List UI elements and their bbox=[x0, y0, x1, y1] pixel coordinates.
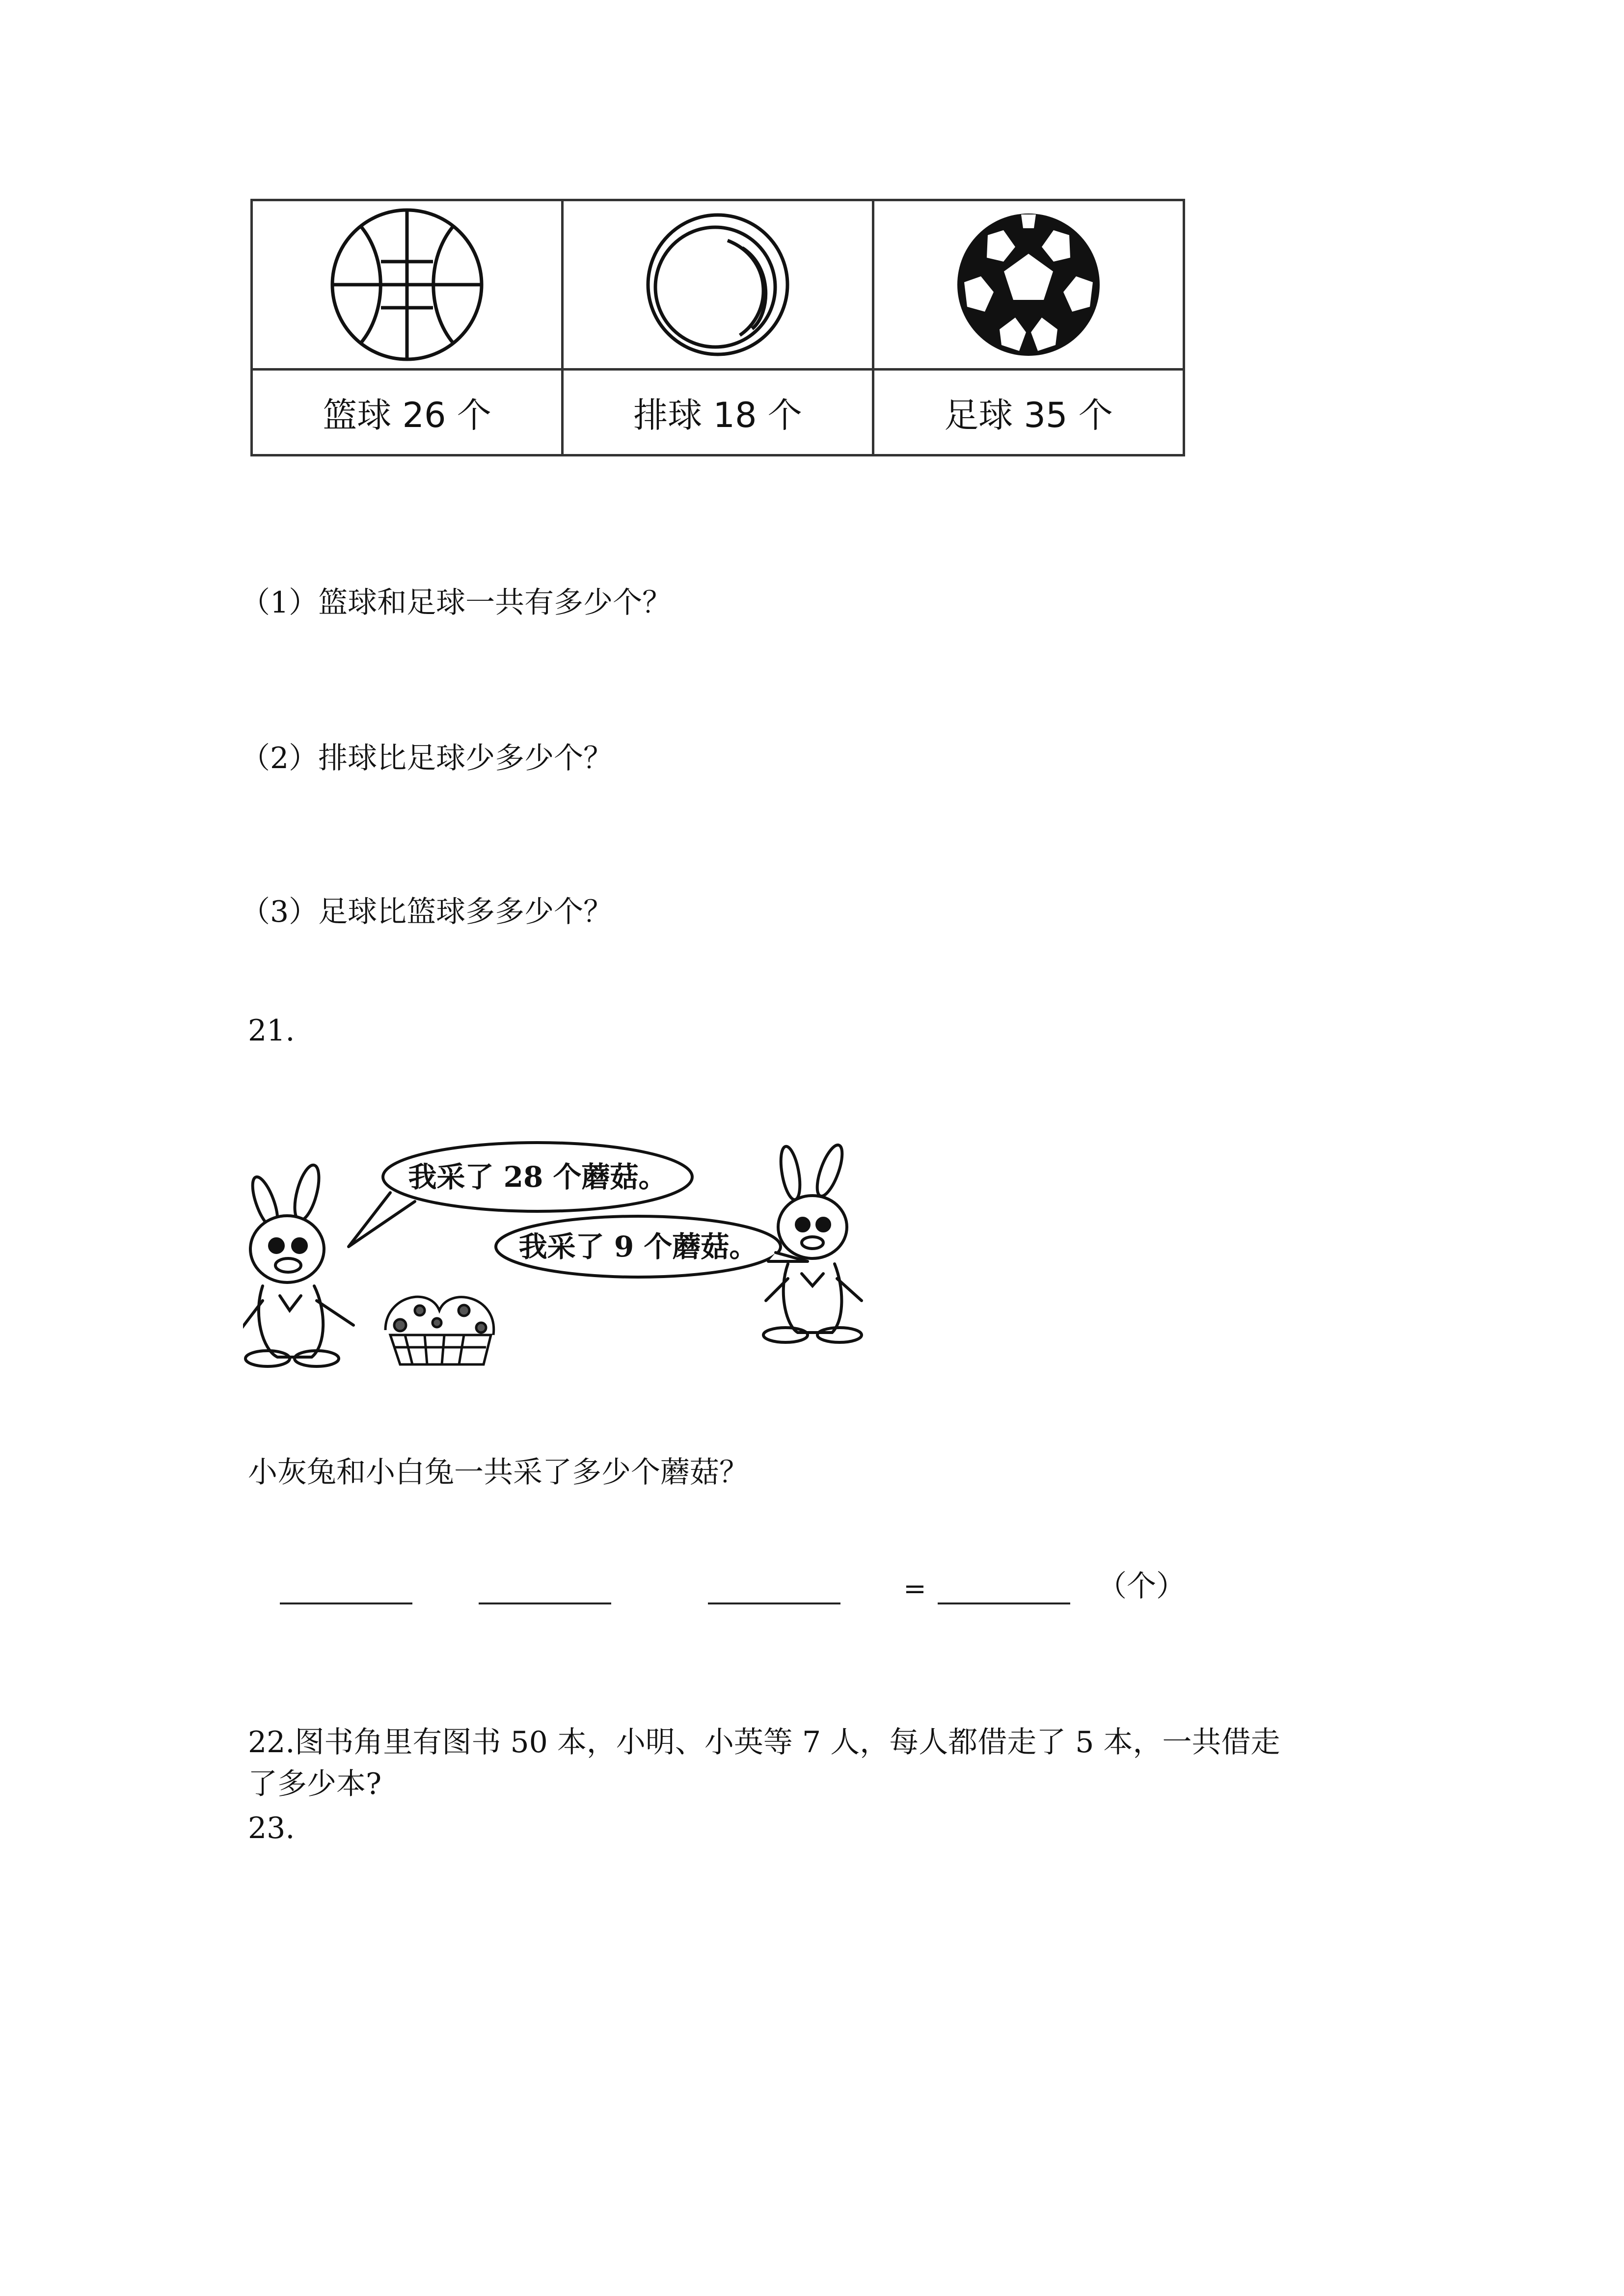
q22-line1: 22.图书角里有图书 50 本，小明、小英等 7 人，每人都借走了 5 本，一共借走 bbox=[248, 1725, 1280, 1760]
rabbits-illustration bbox=[243, 1139, 871, 1369]
q20-sub2: （2）排球比足球少多少个？ bbox=[241, 741, 613, 775]
volleyball-label: 排球 18 个 bbox=[563, 370, 873, 455]
soccer-ball-label: 足球 35 个 bbox=[873, 370, 1184, 455]
basketball-cell bbox=[252, 200, 563, 370]
speech-bubble-2: 我采了 9 个蘑菇。 bbox=[518, 1230, 758, 1263]
answer-blank-2[interactable] bbox=[479, 1602, 611, 1604]
basketball-label: 篮球 26 个 bbox=[252, 370, 563, 455]
speech-bubble-1: 我采了 28 个蘑菇。 bbox=[408, 1160, 667, 1194]
unit-label: （个） bbox=[1097, 1569, 1186, 1603]
ball-labels-row bbox=[252, 370, 1184, 455]
q22-line2: 了多少本? bbox=[248, 1767, 382, 1801]
left-rabbit-icon bbox=[243, 1163, 353, 1366]
soccer-ball-icon bbox=[952, 209, 1105, 361]
q20-sub1: （1）篮球和足球一共有多少个？ bbox=[241, 586, 672, 620]
q21-question: 小灰兔和小白兔一共采了多少个蘑菇？ bbox=[248, 1455, 749, 1490]
q23-number: 23. bbox=[248, 1811, 295, 1845]
answer-blank-3[interactable] bbox=[708, 1602, 840, 1604]
volleyball-icon bbox=[642, 209, 794, 361]
volleyball-cell bbox=[563, 200, 873, 370]
ball-table bbox=[250, 199, 1185, 456]
answer-blank-1[interactable] bbox=[280, 1602, 412, 1604]
q20-sub3: （3）足球比篮球多多少个？ bbox=[241, 895, 613, 929]
q21-number: 21. bbox=[248, 1014, 295, 1048]
mushroom-basket-icon bbox=[385, 1297, 494, 1364]
answer-blank-result[interactable] bbox=[938, 1602, 1070, 1604]
soccer-ball-cell bbox=[873, 200, 1184, 370]
basketball-icon bbox=[326, 204, 488, 366]
equals-sign: = bbox=[903, 1573, 926, 1605]
ball-pictures-row bbox=[252, 200, 1184, 370]
